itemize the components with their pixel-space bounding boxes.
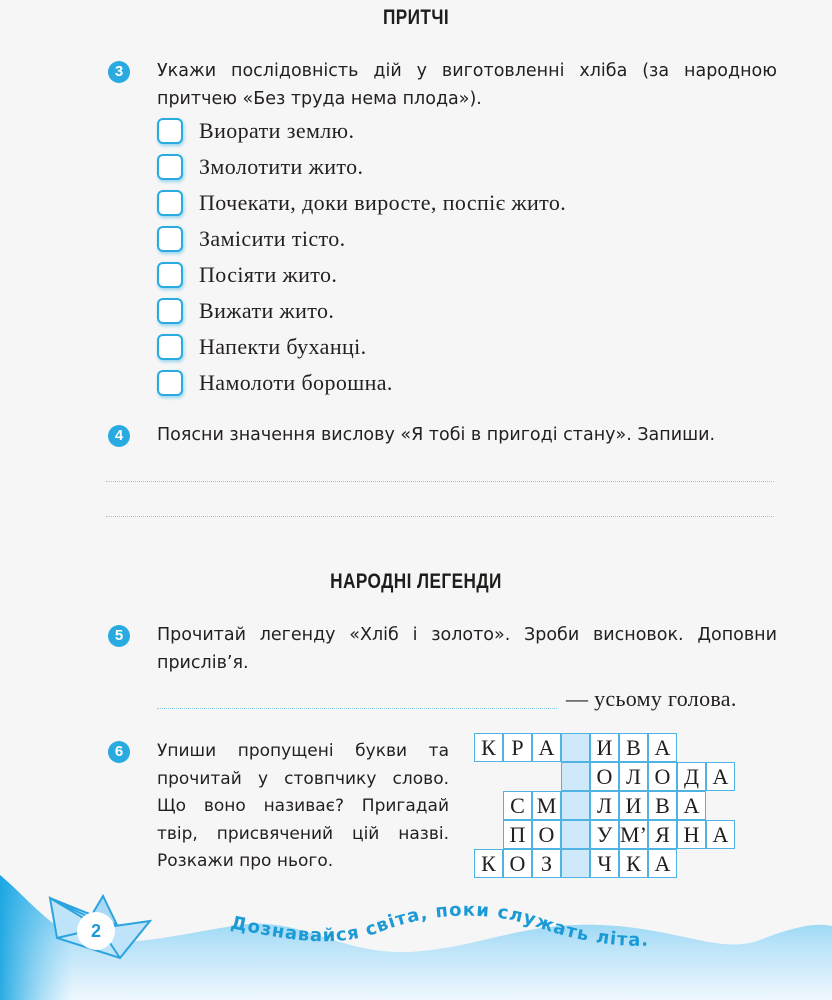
crossword-cell: О — [648, 762, 677, 791]
crossword-cell: К — [474, 849, 503, 878]
page-number: 2 — [77, 912, 115, 950]
task-5-prompt — [157, 621, 777, 677]
motto-text: Дознавайся світа, поки служать літа. — [229, 899, 650, 951]
option-item — [157, 293, 566, 329]
answer-line[interactable] — [106, 481, 774, 482]
crossword-cell: О — [532, 820, 561, 849]
proverb-answer-line[interactable] — [157, 708, 557, 709]
crossword-cell: С — [503, 791, 532, 820]
crossword-key-cell[interactable] — [561, 733, 590, 762]
crossword-cell: В — [619, 733, 648, 762]
option-label: Змолотити жито. — [199, 154, 364, 179]
crossword-cell: В — [648, 791, 677, 820]
task-3-line-1: Укажи послідовність дій у виготовленні хліба (за народною — [157, 61, 777, 81]
crossword-key-cell[interactable] — [561, 762, 590, 791]
crossword-cell: У — [590, 820, 619, 849]
task-number-badge: 6 — [108, 741, 130, 763]
task-4-prompt: Поясни значення вислову «Я тобі в пригоді стану». Запиши. — [157, 425, 716, 445]
crossword-cell: А — [706, 762, 735, 791]
crossword-cell: М — [532, 791, 561, 820]
task-3-line-2: притчею «Без труда нема плода»). — [157, 89, 482, 109]
option-item — [157, 113, 566, 149]
task-number-badge: 3 — [108, 61, 130, 83]
crossword-cell: Д — [677, 762, 706, 791]
crossword-grid — [474, 733, 774, 879]
task-5-line-1: Прочитай легенду «Хліб і золото». Зроби висновок. Доповни — [157, 625, 777, 645]
crossword-key-cell[interactable] — [561, 791, 590, 820]
order-checkbox[interactable] — [157, 118, 183, 144]
order-checkbox[interactable] — [157, 154, 183, 180]
crossword-cell: А — [677, 791, 706, 820]
crossword-cell: А — [706, 820, 735, 849]
crossword-cell: М’ — [620, 822, 647, 847]
option-item — [157, 365, 566, 401]
option-item — [157, 185, 566, 221]
option-item — [157, 329, 566, 365]
crossword-cell: Р — [503, 733, 532, 762]
task-5-line-2: прислів’я. — [157, 653, 249, 673]
crossword-cell: З — [532, 849, 561, 878]
crossword-cell: П — [503, 820, 532, 849]
task-number-badge: 4 — [108, 425, 130, 447]
answer-line[interactable] — [106, 516, 774, 517]
svg-text:Дознавайся світа, поки служать — [229, 900, 649, 951]
option-label: Намолоти борошна. — [199, 370, 393, 395]
order-checkbox[interactable] — [157, 226, 183, 252]
crossword-cell: Л — [590, 791, 619, 820]
option-item — [157, 221, 566, 257]
crossword-cell: Н — [677, 820, 706, 849]
order-checkbox[interactable] — [157, 370, 183, 396]
option-label: Посіяти жито. — [199, 262, 338, 287]
task-3-prompt — [157, 57, 777, 113]
order-checkbox[interactable] — [157, 262, 183, 288]
option-item — [157, 149, 566, 185]
crossword-key-cell[interactable] — [561, 820, 590, 849]
order-checkbox[interactable] — [157, 298, 183, 324]
option-label: Виорати землю. — [199, 118, 355, 143]
order-checkbox[interactable] — [157, 334, 183, 360]
option-item — [157, 257, 566, 293]
crossword-cell: И — [590, 733, 619, 762]
crossword-cell: К — [474, 733, 503, 762]
crossword-cell: А — [648, 849, 677, 878]
crossword-cell: И — [619, 791, 648, 820]
crossword-cell: О — [503, 849, 532, 878]
option-label: Напекти буханці. — [199, 334, 367, 359]
option-label: Почекати, доки виросте, поспіє жито. — [199, 190, 567, 215]
motto-banner — [220, 890, 660, 960]
option-label: Замісити тісто. — [199, 226, 346, 251]
task-6-prompt: Упиши пропущені букви та прочитай у стовпчику слово. Що воно називає? Пригадай твір, присвячений цій назві. Розкажи про нього. — [157, 741, 449, 871]
crossword-cell: К — [619, 849, 648, 878]
task-number-badge: 5 — [108, 625, 130, 647]
order-checkbox[interactable] — [157, 190, 183, 216]
crossword-cell: Я — [648, 820, 677, 849]
crossword-cell: А — [648, 733, 677, 762]
crossword-cell: О — [590, 762, 619, 791]
section-title-legends: НАРОДНІ ЛЕГЕНДИ — [330, 570, 502, 593]
crossword-cell: Ч — [590, 849, 619, 878]
crossword-cell: Л — [619, 762, 648, 791]
task-3-options — [157, 113, 566, 401]
option-label: Вижати жито. — [199, 298, 335, 323]
proverb-ending: — усьому голова. — [566, 686, 737, 711]
crossword-cell: А — [532, 733, 561, 762]
section-title-prytchi: ПРИТЧІ — [382, 6, 450, 29]
